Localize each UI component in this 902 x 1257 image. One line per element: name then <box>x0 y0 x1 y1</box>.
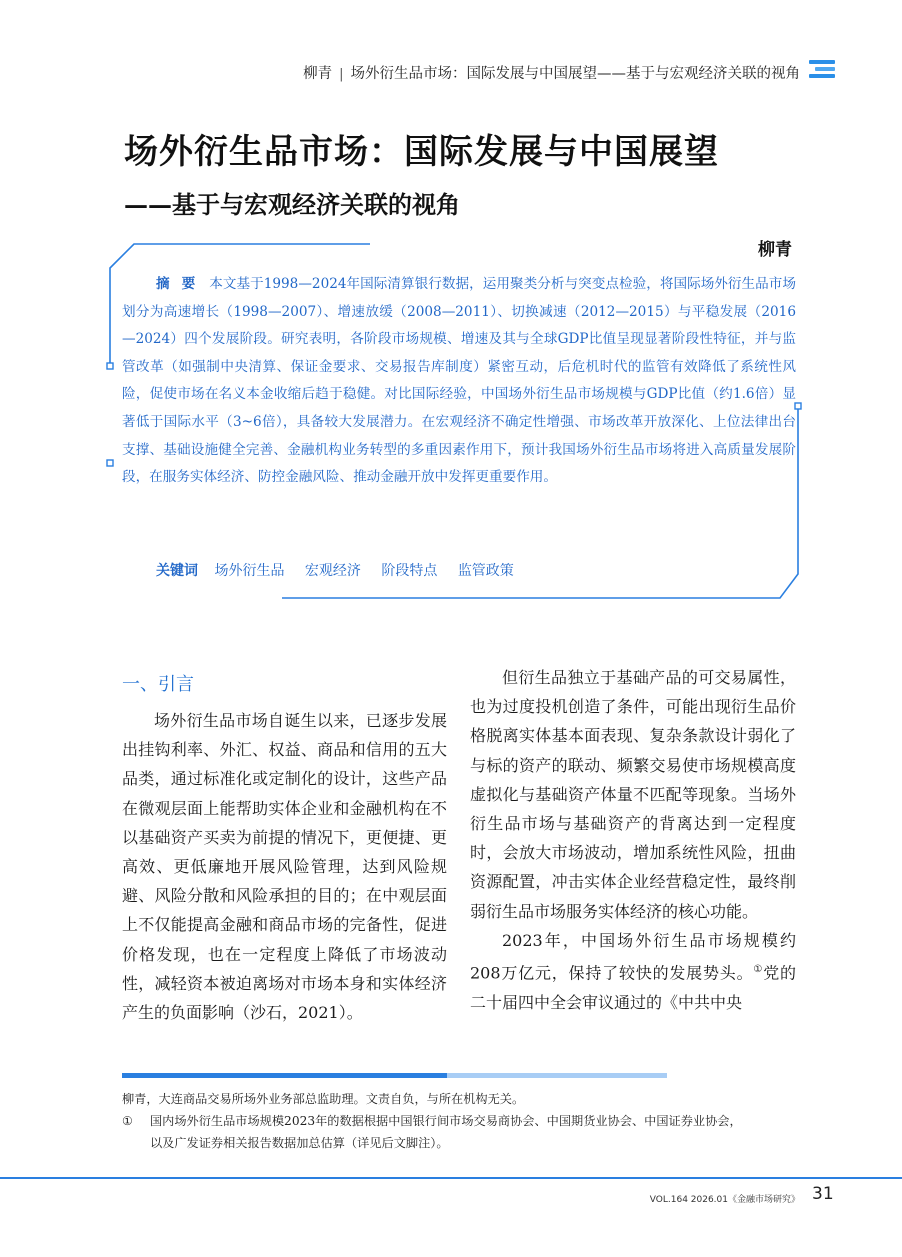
running-header-separator: | <box>339 67 344 82</box>
body-paragraph <box>470 926 796 1017</box>
article-subtitle: ——基于与宏观经济关联的视角 <box>124 190 460 219</box>
footnote-number: ① <box>122 1114 133 1128</box>
footnote-1-continuation: 以及广发证券相关报告数据加总估算（详见后文脚注）。 <box>150 1136 449 1150</box>
body-column-right <box>470 663 796 1017</box>
author-note: 柳青，大连商品交易所场外业务部总监助理。文责自负，与所在机构无关。 <box>122 1092 525 1106</box>
paragraph-text: 2023年，中国场外衍生品市场规模约208万亿元，保持了较快的发展势头。 <box>470 930 796 983</box>
keyword: 阶段特点 <box>381 563 438 579</box>
body-paragraph: 但衍生品独立于基础产品的可交易属性，也为过度投机创造了条件，可能出现衍生品价格脱离实体基本面表现、复杂条款设计弱化了与标的资产的联动、频繁交易使市场规模高度虚拟化与基础资产体量不匹配等现象。当场外衍生品市场与基础资产的背离达到一定程度时，会放大市场波动，增加系统性风险，扭曲资源配置，冲击实体企业经营稳定性，最终削弱衍生品市场服务实体经济的核心功能。 <box>470 668 796 921</box>
article-author: 柳青 <box>758 240 792 260</box>
footer-rule <box>0 1177 902 1179</box>
header-logo-mark-icon <box>809 60 835 86</box>
journal-info: VOL.164 2026.01《金融市场研究》 <box>649 1195 800 1205</box>
body-paragraph: 场外衍生品市场自诞生以来，已逐步发展出挂钩利率、外汇、权益、商品和信用的五大品类，通过标准化或定制化的设计，这些产品在微观层面上能帮助实体企业和金融机构在不以基础资产买卖为前提的情况下，更便捷、更高效、更低廉地开展风险管理，达到风险规避、风险分散和风险承担的目的；在中观层面上不仅能提高金融和商品市场的完备性，促进价格发现，也在一定程度上降低了市场波动性，减轻资本被迫离场对市场本身和实体经济产生的负面影响（沙石，2021）。 <box>122 711 447 1023</box>
keywords-label: 关键词 <box>156 563 198 579</box>
running-header <box>150 62 800 83</box>
footnote-divider <box>122 1073 667 1078</box>
body-column-left <box>122 706 447 1027</box>
keyword: 场外衍生品 <box>214 563 285 579</box>
abstract-label: 摘要 <box>156 276 208 292</box>
running-header-title: 场外衍生品市场：国际发展与中国展望——基于与宏观经济关联的视角 <box>350 66 800 82</box>
section-heading: 一、引言 <box>122 674 194 695</box>
footnotes <box>122 1088 802 1154</box>
keywords <box>156 560 530 580</box>
keyword: 监管政策 <box>457 563 514 579</box>
paragraph-text: 党的二十届四中全会审议通过的《中共中央 <box>470 963 796 1012</box>
footnote-1 <box>122 1110 802 1132</box>
keyword: 宏观经济 <box>304 563 361 579</box>
page-number: 31 <box>812 1184 834 1204</box>
footnote-text: 国内场外衍生品市场规模2023年的数据根据中国银行间市场交易商协会、中国期货业协会、中国证券业协会， <box>150 1114 742 1128</box>
abstract-text: 本文基于1998—2024年国际清算银行数据，运用聚类分析与突变点检验，将国际场外衍生品市场划分为高速增长（1998—2007）、增速放缓（2008—2011）、切换减速（2012—2015）与平稳发展（2016—2024）四个发展阶段。研究表明，各阶段市场规模、增速及其与全球GDP比值呈现显著阶段性特征，并与监管改革（如强制中央清算、保证金要求、交易报告库制度）紧密互动，后危机时代的监管有效降低了系统性风险，促使市场在名义本金收缩后趋于稳健。对比国际经验，中国场外衍生品市场规模与GDP比值（约1.6倍）显著低于国际水平（3~6倍），具备较大发展潜力。在宏观经济不确定性增强、市场改革开放深化、上位法律出台支撑、基础设施健全完善、金融机构业务转型的多重因素作用下，预计我国场外衍生品市场将进入高质量发展阶段，在服务实体经济、防控金融风险、推动金融开放中发挥更重要作用。 <box>122 276 797 486</box>
running-header-author: 柳青 <box>303 66 333 82</box>
abstract <box>122 271 796 492</box>
article-title: 场外衍生品市场：国际发展与中国展望 <box>124 132 719 172</box>
footnote-reference[interactable]: ① <box>753 964 764 976</box>
